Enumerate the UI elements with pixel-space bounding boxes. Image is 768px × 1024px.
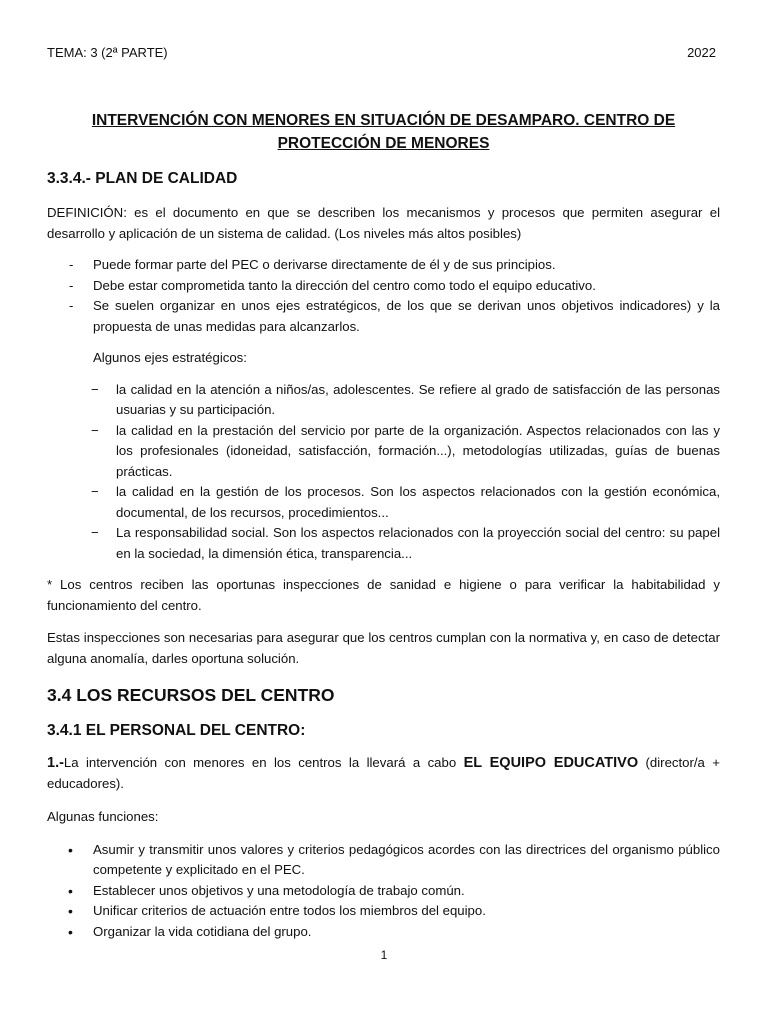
list-item: • Establecer unos objetivos y una metodología de trabajo común. — [47, 881, 720, 902]
dash-marker: − — [91, 422, 99, 438]
page-number: 1 — [380, 948, 388, 962]
dash-marker: - — [69, 257, 74, 272]
functions-list — [47, 840, 720, 943]
list-item: − la calidad en la atención a niños/as, adolescentes. Se refiere al grado de satisfacción de las personas usuarias y su participación. — [91, 381, 720, 417]
subsection-heading-personal: 3.4.1 EL PERSONAL DEL CENTRO: — [47, 722, 306, 739]
definition-paragraph: DEFINICIÓN: es el documento en que se describen los mecanismos y procesos que permiten asegurar el desarrollo y aplicación de un sistema de calidad. (Los niveles más altos posibles) — [47, 205, 720, 241]
list-item: − La responsabilidad social. Son los aspectos relacionados con la proyección social del centro: su papel en la sociedad, la dimensión ética, transparencia... — [91, 525, 720, 561]
list-item: - Puede formar parte del PEC o derivarse directamente de él y de sus principios. — [47, 255, 720, 276]
strategic-axes-list — [47, 380, 720, 565]
plan-characteristics-list — [47, 255, 720, 337]
document-title: INTERVENCIÓN CON MENORES EN SITUACIÓN DE DESAMPARO. CENTRO DE PROTECCIÓN DE MENORES — [91, 112, 676, 152]
bullet-marker: • — [68, 882, 73, 899]
list-item: • Unificar criterios de actuación entre todos los miembros del equipo. — [47, 901, 720, 922]
list-item: - Debe estar comprometida tanto la dirección del centro como todo el equipo educativo. — [47, 276, 720, 297]
bullet-marker: • — [68, 841, 73, 858]
dash-marker: − — [91, 525, 99, 540]
list-item: • Asumir y transmitir unos valores y criterios pedagógicos acordes con las directrices del organismo público competente y explicitado en el PEC. — [68, 841, 720, 877]
dash-marker: - — [69, 298, 74, 313]
axes-intro: Algunos ejes estratégicos: — [93, 350, 247, 365]
dash-marker: − — [91, 484, 99, 499]
inspections-paragraph: Estas inspecciones son necesarias para asegurar que los centros cumplan con la normativa y, en caso de detectar alguna anomalía, darles oportuna solución. — [47, 630, 720, 666]
list-item: - Se suelen organizar en unos ejes estratégicos, de los que se derivan unos objetivos indicadores) y la propuesta de unas medidas para alcanzarlos. — [69, 298, 720, 334]
section-heading-recursos: 3.4 LOS RECURSOS DEL CENTRO — [47, 685, 335, 705]
dash-marker: − — [91, 381, 99, 397]
document-body — [47, 168, 720, 942]
functions-intro: Algunas funciones: — [47, 809, 159, 824]
paragraph-number: 1.- — [47, 755, 64, 771]
bullet-marker: • — [68, 923, 73, 940]
section-heading-plan-calidad: 3.3.4.- PLAN DE CALIDAD — [47, 170, 238, 187]
list-item: − la calidad en la prestación del servicio por parte de la organización. Aspectos relacionados con las y los profesionales (idoneidad, satisfacción, formación...), metodologías utilizadas, guías de buenas prácticas. — [91, 422, 720, 479]
list-item: • Organizar la vida cotidiana del grupo. — [47, 922, 720, 943]
header-year: 2022 — [687, 45, 716, 60]
inspections-note: * Los centros reciben las oportunas inspecciones de sanidad e higiene o para verificar la habitabilidad y funcionamiento del centro. — [47, 577, 720, 613]
dash-marker: - — [69, 277, 74, 293]
page-header — [47, 45, 716, 60]
equipo-educativo-paragraph: 1.-La intervención con menores en los centros la llevará a cabo EL EQUIPO EDUCATIVO (director/a + educadores). — [47, 755, 720, 791]
bullet-marker: • — [68, 903, 73, 919]
list-item: − la calidad en la gestión de los procesos. Son los aspectos relacionados con la gestión económica, documental, de los recursos, procedimientos... — [91, 484, 720, 520]
header-topic: TEMA: 3 (2ª PARTE) — [47, 45, 168, 60]
bold-term: EL EQUIPO EDUCATIVO — [463, 755, 639, 771]
